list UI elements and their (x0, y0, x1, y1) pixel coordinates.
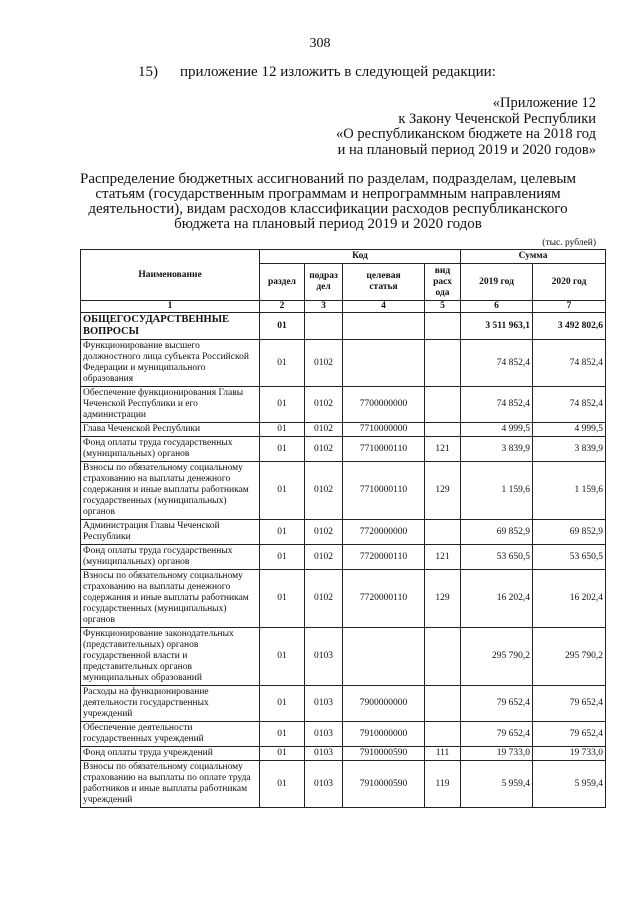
row-amount-2020: 4 999,5 (533, 423, 606, 437)
row-name: Взносы по обязательному социальному страхованию на выплаты денежного содержания и иные выплаты работникам государственных (муниципальных) органов (81, 570, 260, 628)
column-index: 5 (425, 301, 461, 313)
row-amount-2019: 3 839,9 (461, 437, 533, 462)
row-exp-type (425, 340, 461, 387)
row-exp-type: 129 (425, 462, 461, 520)
row-exp-type (425, 722, 461, 747)
title-line: деятельности), видам расходов классификации расходов республиканского (88, 201, 568, 217)
row-exp-type: 119 (425, 761, 461, 808)
header-2019: 2019 год (461, 264, 533, 301)
row-section: 01 (260, 628, 305, 686)
row-target: 7720000110 (343, 545, 425, 570)
row-section: 01 (260, 387, 305, 423)
row-amount-2019: 69 852,9 (461, 520, 533, 545)
appendix-heading (336, 96, 596, 158)
row-subsection: 0103 (305, 761, 343, 808)
row-target (343, 340, 425, 387)
column-index: 7 (533, 301, 606, 313)
amendment-item-number: 15) (138, 64, 158, 80)
row-exp-type (425, 686, 461, 722)
row-amount-2020: 3 492 802,6 (533, 313, 606, 340)
row-section: 01 (260, 340, 305, 387)
row-exp-type: 121 (425, 545, 461, 570)
row-target: 7710000110 (343, 462, 425, 520)
table-row (81, 761, 606, 808)
amendment-item-text: приложение 12 изложить в следующей редакции: (180, 64, 496, 80)
table-row (81, 437, 606, 462)
appendix-line: и на плановый период 2019 и 2020 годов» (337, 141, 596, 158)
appendix-line: «Приложение 12 (492, 95, 596, 111)
row-amount-2019: 74 852,4 (461, 340, 533, 387)
table-row (81, 313, 606, 340)
row-section: 01 (260, 545, 305, 570)
row-exp-type: 121 (425, 437, 461, 462)
row-subsection: 0102 (305, 462, 343, 520)
table-row (81, 340, 606, 387)
row-section: 01 (260, 747, 305, 761)
row-amount-2019: 1 159,6 (461, 462, 533, 520)
row-target (343, 313, 425, 340)
row-name: Администрация Главы Чеченской Республики (81, 520, 260, 545)
header-sum: Сумма (461, 250, 606, 264)
row-section: 01 (260, 570, 305, 628)
column-index-row (81, 301, 606, 313)
row-amount-2020: 295 790,2 (533, 628, 606, 686)
document-title (78, 172, 578, 232)
table-header (81, 250, 606, 313)
page-number: 308 (309, 36, 331, 51)
row-name: Глава Чеченской Республики (81, 423, 260, 437)
column-index: 6 (461, 301, 533, 313)
row-amount-2019: 74 852,4 (461, 387, 533, 423)
row-name: Расходы на функционирование деятельности государственных учреждений (81, 686, 260, 722)
row-name: Обеспечение деятельности государственных учреждений (81, 722, 260, 747)
row-amount-2020: 5 959,4 (533, 761, 606, 808)
header-target: целевая статья (343, 264, 425, 301)
row-name: Функционирование законодательных (представительных) органов государственной власти и представительных органов муниципальных образований (81, 628, 260, 686)
row-amount-2019: 19 733,0 (461, 747, 533, 761)
row-amount-2020: 74 852,4 (533, 387, 606, 423)
table-row (81, 545, 606, 570)
row-section: 01 (260, 520, 305, 545)
amendment-item (138, 64, 496, 81)
title-line: статьям (государственным программам и непрограммным направлениям (95, 186, 561, 202)
row-exp-type (425, 387, 461, 423)
row-exp-type (425, 520, 461, 545)
row-name: Обеспечение функционирования Главы Чеченской Республики и его администрации (81, 387, 260, 423)
row-target: 7910000000 (343, 722, 425, 747)
row-name: Фонд оплаты труда учреждений (81, 747, 260, 761)
row-subsection: 0102 (305, 545, 343, 570)
row-amount-2019: 16 202,4 (461, 570, 533, 628)
appendix-line: к Закону Чеченской Республики (398, 110, 596, 127)
header-section: раздел (260, 264, 305, 301)
title-line: Распределение бюджетных ассигнований по разделам, подразделам, целевым (80, 171, 576, 187)
row-section: 01 (260, 437, 305, 462)
row-name: Взносы по обязательному социальному страхованию на выплаты денежного содержания и иные выплаты работникам государственных (муниципальных) органов (81, 462, 260, 520)
row-name: Фонд оплаты труда государственных (муниципальных) органов (81, 437, 260, 462)
row-target: 7910000590 (343, 747, 425, 761)
table-row (81, 722, 606, 747)
row-subsection: 0102 (305, 437, 343, 462)
row-exp-type: 111 (425, 747, 461, 761)
row-exp-type (425, 628, 461, 686)
row-amount-2019: 5 959,4 (461, 761, 533, 808)
row-amount-2019: 79 652,4 (461, 722, 533, 747)
row-amount-2019: 79 652,4 (461, 686, 533, 722)
row-section: 01 (260, 423, 305, 437)
row-subsection: 0103 (305, 722, 343, 747)
row-amount-2020: 79 652,4 (533, 722, 606, 747)
column-index: 3 (305, 301, 343, 313)
row-name: Фонд оплаты труда государственных (муниципальных) органов (81, 545, 260, 570)
table-row (81, 628, 606, 686)
row-name: Функционирование высшего должностного лица субъекта Российской Федерации и муниципального образования (81, 340, 260, 387)
table-row (81, 387, 606, 423)
row-section: 01 (260, 686, 305, 722)
table-row (81, 570, 606, 628)
row-exp-type: 129 (425, 570, 461, 628)
table-row (81, 747, 606, 761)
row-amount-2019: 4 999,5 (461, 423, 533, 437)
column-index: 2 (260, 301, 305, 313)
row-exp-type (425, 423, 461, 437)
header-2020: 2020 год (533, 264, 606, 301)
table-row (81, 686, 606, 722)
title-line: бюджета на плановый период 2019 и 2020 годов (174, 216, 482, 232)
header-name: Наименование (81, 250, 260, 301)
table-row (81, 462, 606, 520)
column-index: 1 (81, 301, 260, 313)
header-subsection: подраз дел (305, 264, 343, 301)
appendix-line: «О республиканском бюджете на 2018 год (336, 126, 596, 142)
row-section: 01 (260, 761, 305, 808)
row-target: 7710000000 (343, 423, 425, 437)
row-subsection: 0103 (305, 747, 343, 761)
row-subsection: 0103 (305, 686, 343, 722)
row-exp-type (425, 313, 461, 340)
header-code: Код (260, 250, 461, 264)
row-amount-2019: 53 650,5 (461, 545, 533, 570)
row-subsection: 0102 (305, 340, 343, 387)
row-amount-2020: 69 852,9 (533, 520, 606, 545)
units-note: (тыс. рублей) (542, 238, 596, 248)
row-subsection: 0103 (305, 628, 343, 686)
row-name: Взносы по обязательному социальному страхованию на выплаты по оплате труда работников и иные выплаты работникам учреждений (81, 761, 260, 808)
row-name: ОБЩЕГОСУДАРСТВЕННЫЕ ВОПРОСЫ (81, 313, 260, 340)
row-target: 7900000000 (343, 686, 425, 722)
row-amount-2019: 295 790,2 (461, 628, 533, 686)
row-amount-2020: 3 839,9 (533, 437, 606, 462)
row-amount-2020: 16 202,4 (533, 570, 606, 628)
table-body (81, 313, 606, 808)
header-exp-type: вид расх ода (425, 264, 461, 301)
table-row (81, 520, 606, 545)
row-subsection: 0102 (305, 520, 343, 545)
row-subsection: 0102 (305, 387, 343, 423)
row-section: 01 (260, 462, 305, 520)
budget-table (80, 249, 606, 808)
row-section: 01 (260, 313, 305, 340)
row-target: 7720000000 (343, 520, 425, 545)
row-section: 01 (260, 722, 305, 747)
row-amount-2020: 74 852,4 (533, 340, 606, 387)
row-amount-2019: 3 511 963,1 (461, 313, 533, 340)
row-target: 7910000590 (343, 761, 425, 808)
row-target: 7720000110 (343, 570, 425, 628)
row-amount-2020: 79 652,4 (533, 686, 606, 722)
row-target (343, 628, 425, 686)
row-subsection (305, 313, 343, 340)
row-amount-2020: 1 159,6 (533, 462, 606, 520)
row-amount-2020: 53 650,5 (533, 545, 606, 570)
column-index: 4 (343, 301, 425, 313)
table-row (81, 423, 606, 437)
row-target: 7700000000 (343, 387, 425, 423)
row-subsection: 0102 (305, 570, 343, 628)
row-target: 7710000110 (343, 437, 425, 462)
row-amount-2020: 19 733,0 (533, 747, 606, 761)
row-subsection: 0102 (305, 423, 343, 437)
